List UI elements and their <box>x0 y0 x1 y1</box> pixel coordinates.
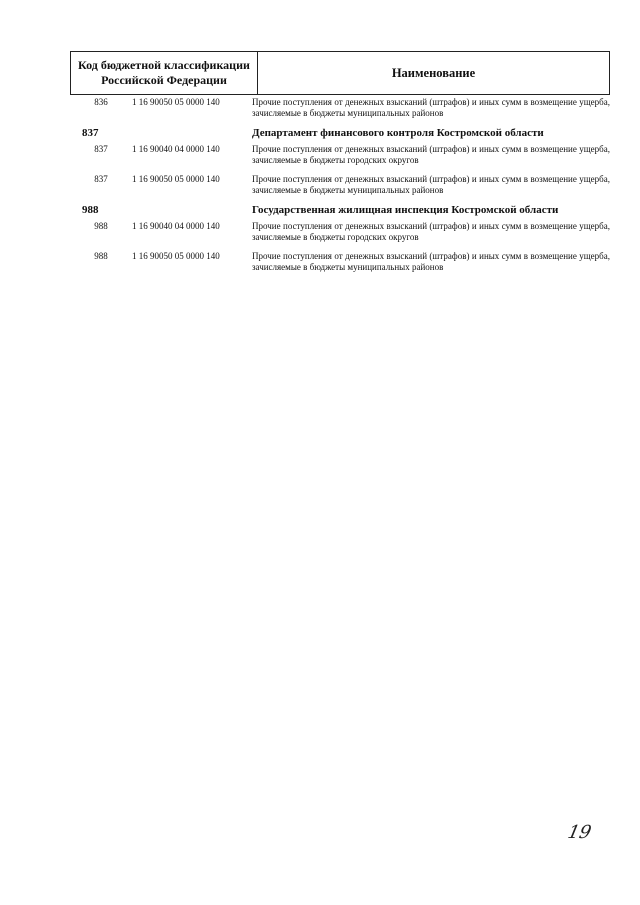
table-group-row <box>70 202 610 217</box>
page-number: 19 <box>565 822 594 843</box>
admin-code-cell: 988 <box>82 204 99 216</box>
name-cell: Государственная жилищная инспекция Костромской области <box>252 204 559 216</box>
admin-code-cell: 837 <box>94 144 108 154</box>
table-row <box>70 142 610 166</box>
name-cell: Прочие поступления от денежных взысканий (штрафов) и иных сумм в возмещение ущерба, зачисляемые в бюджеты муниципальных районов <box>252 97 610 118</box>
table-row <box>70 219 610 243</box>
admin-code-cell: 837 <box>94 174 108 184</box>
budget-code-cell <box>132 202 252 204</box>
table-row <box>70 95 610 119</box>
name-cell: Прочие поступления от денежных взысканий (штрафов) и иных сумм в возмещение ущерба, зачисляемые в бюджеты городских округов <box>252 144 610 165</box>
header-name-column: Наименование <box>391 65 476 80</box>
budget-code-cell: 1 16 90050 05 0000 140 <box>132 174 220 184</box>
admin-code-cell: 837 <box>82 127 99 139</box>
admin-code-cell: 988 <box>94 221 108 231</box>
header-code-column: Код бюджетной классификации Российской Федерации <box>71 52 258 94</box>
budget-code-cell: 1 16 90050 05 0000 140 <box>132 97 220 107</box>
table-header <box>70 51 610 95</box>
table-row <box>70 249 610 273</box>
admin-code-cell: 836 <box>94 97 108 107</box>
budget-code-cell: 1 16 90040 04 0000 140 <box>132 144 220 154</box>
table-row <box>70 172 610 196</box>
table-group-row <box>70 125 610 140</box>
name-cell: Прочие поступления от денежных взысканий (штрафов) и иных сумм в возмещение ущерба, зачисляемые в бюджеты муниципальных районов <box>252 174 610 195</box>
budget-code-cell: 1 16 90040 04 0000 140 <box>132 221 220 231</box>
admin-code-cell: 988 <box>94 251 108 261</box>
budget-code-cell: 1 16 90050 05 0000 140 <box>132 251 220 261</box>
name-cell: Прочие поступления от денежных взысканий (штрафов) и иных сумм в возмещение ущерба, зачисляемые в бюджеты муниципальных районов <box>252 251 610 272</box>
name-cell: Департамент финансового контроля Костромской области <box>252 127 544 139</box>
table-body <box>70 95 610 279</box>
budget-code-cell <box>132 125 252 127</box>
name-cell: Прочие поступления от денежных взысканий (штрафов) и иных сумм в возмещение ущерба, зачисляемые в бюджеты городских округов <box>252 221 610 242</box>
